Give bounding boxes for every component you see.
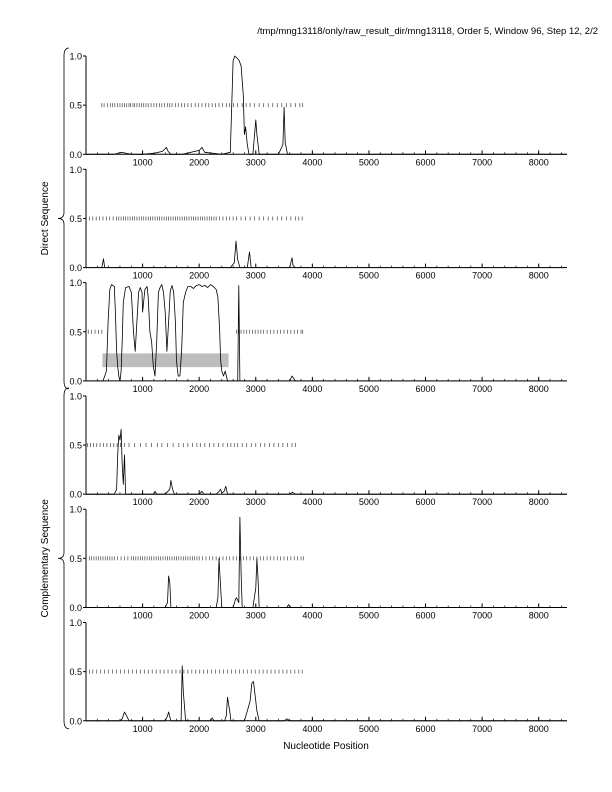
x-tick-label: 3000 xyxy=(245,497,266,508)
chart-panels xyxy=(69,52,567,734)
chart-panel-6 xyxy=(69,618,567,734)
x-tick-label: 1000 xyxy=(132,497,153,508)
x-tick-label: 4000 xyxy=(302,497,323,508)
x-tick-label: 5000 xyxy=(358,383,379,394)
x-tick-label: 6000 xyxy=(415,383,436,394)
x-axis-label: Nucleotide Position xyxy=(283,741,369,752)
x-tick-label: 1000 xyxy=(132,383,153,394)
x-tick-label: 1000 xyxy=(132,157,153,168)
y-tick-label: 0.5 xyxy=(69,213,82,224)
x-tick-label: 6000 xyxy=(415,723,436,734)
page-title: /tmp/mng13118/only/raw_result_dir/mng13118, Order 5, Window 96, Step 12, 2/2 xyxy=(257,26,598,37)
chart-panel-3 xyxy=(69,278,567,394)
x-tick-label: 5000 xyxy=(358,157,379,168)
y-tick-label: 0.0 xyxy=(69,489,82,500)
x-tick-label: 4000 xyxy=(302,383,323,394)
x-tick-label: 6000 xyxy=(415,497,436,508)
x-tick-label: 7000 xyxy=(472,383,493,394)
x-tick-label: 5000 xyxy=(358,610,379,621)
sequence-group-labels xyxy=(40,48,69,729)
group-brace xyxy=(58,48,69,389)
x-tick-label: 6000 xyxy=(415,610,436,621)
y-tick-label: 0.0 xyxy=(69,716,82,727)
y-tick-label: 1.0 xyxy=(69,504,82,515)
series-line xyxy=(86,429,567,494)
x-tick-label: 7000 xyxy=(472,610,493,621)
x-tick-label: 6000 xyxy=(415,157,436,168)
x-tick-label: 8000 xyxy=(528,723,549,734)
x-tick-label: 5000 xyxy=(358,723,379,734)
x-tick-label: 7000 xyxy=(472,497,493,508)
group-brace xyxy=(58,388,69,729)
x-tick-label: 3000 xyxy=(245,383,266,394)
series-line xyxy=(86,241,567,268)
x-tick-label: 4000 xyxy=(302,723,323,734)
chart-panel-5 xyxy=(69,505,567,621)
y-tick-label: 0.5 xyxy=(69,440,82,451)
x-tick-label: 3000 xyxy=(245,723,266,734)
x-tick-label: 8000 xyxy=(528,497,549,508)
y-tick-label: 1.0 xyxy=(69,278,82,289)
x-tick-label: 1000 xyxy=(132,610,153,621)
x-tick-label: 4000 xyxy=(302,270,323,281)
x-tick-label: 8000 xyxy=(528,157,549,168)
x-tick-label: 8000 xyxy=(528,610,549,621)
x-tick-label: 6000 xyxy=(415,270,436,281)
y-tick-label: 0.5 xyxy=(69,553,82,564)
group-label: Direct Sequence xyxy=(40,181,51,256)
y-tick-label: 0.0 xyxy=(69,149,82,160)
y-tick-label: 0.0 xyxy=(69,376,82,387)
chart-panel-4 xyxy=(69,391,567,507)
y-tick-label: 1.0 xyxy=(69,51,82,62)
x-tick-label: 1000 xyxy=(132,723,153,734)
x-tick-label: 8000 xyxy=(528,270,549,281)
y-tick-label: 0.0 xyxy=(69,603,82,613)
x-tick-label: 1000 xyxy=(132,270,153,281)
x-tick-label: 2000 xyxy=(189,383,210,394)
x-tick-label: 2000 xyxy=(189,497,210,508)
y-tick-label: 1.0 xyxy=(69,164,82,175)
x-tick-label: 7000 xyxy=(472,270,493,281)
series-line xyxy=(86,666,567,721)
x-tick-label: 7000 xyxy=(472,157,493,168)
y-tick-label: 0.5 xyxy=(69,327,82,338)
x-tick-label: 5000 xyxy=(358,497,379,508)
x-tick-label: 4000 xyxy=(302,157,323,168)
y-tick-label: 0.5 xyxy=(69,100,82,111)
x-tick-label: 2000 xyxy=(189,610,210,621)
x-tick-label: 4000 xyxy=(302,610,323,621)
series-line xyxy=(86,517,567,607)
chart-panel-1 xyxy=(69,52,567,168)
x-tick-label: 7000 xyxy=(472,723,493,734)
x-tick-label: 2000 xyxy=(189,270,210,281)
x-tick-label: 5000 xyxy=(358,270,379,281)
y-tick-label: 0.0 xyxy=(69,263,82,274)
group-label: Complementary Sequence xyxy=(40,499,51,618)
y-tick-label: 1.0 xyxy=(69,618,82,628)
x-tick-label: 3000 xyxy=(245,157,266,168)
chart-panel-2 xyxy=(69,165,567,281)
series-line xyxy=(86,56,567,154)
x-tick-label: 2000 xyxy=(189,157,210,168)
x-tick-label: 2000 xyxy=(189,723,210,734)
x-tick-label: 3000 xyxy=(245,610,266,621)
y-tick-label: 1.0 xyxy=(69,391,82,402)
y-tick-label: 0.5 xyxy=(69,667,82,678)
x-tick-label: 3000 xyxy=(245,270,266,281)
x-tick-label: 8000 xyxy=(528,383,549,394)
